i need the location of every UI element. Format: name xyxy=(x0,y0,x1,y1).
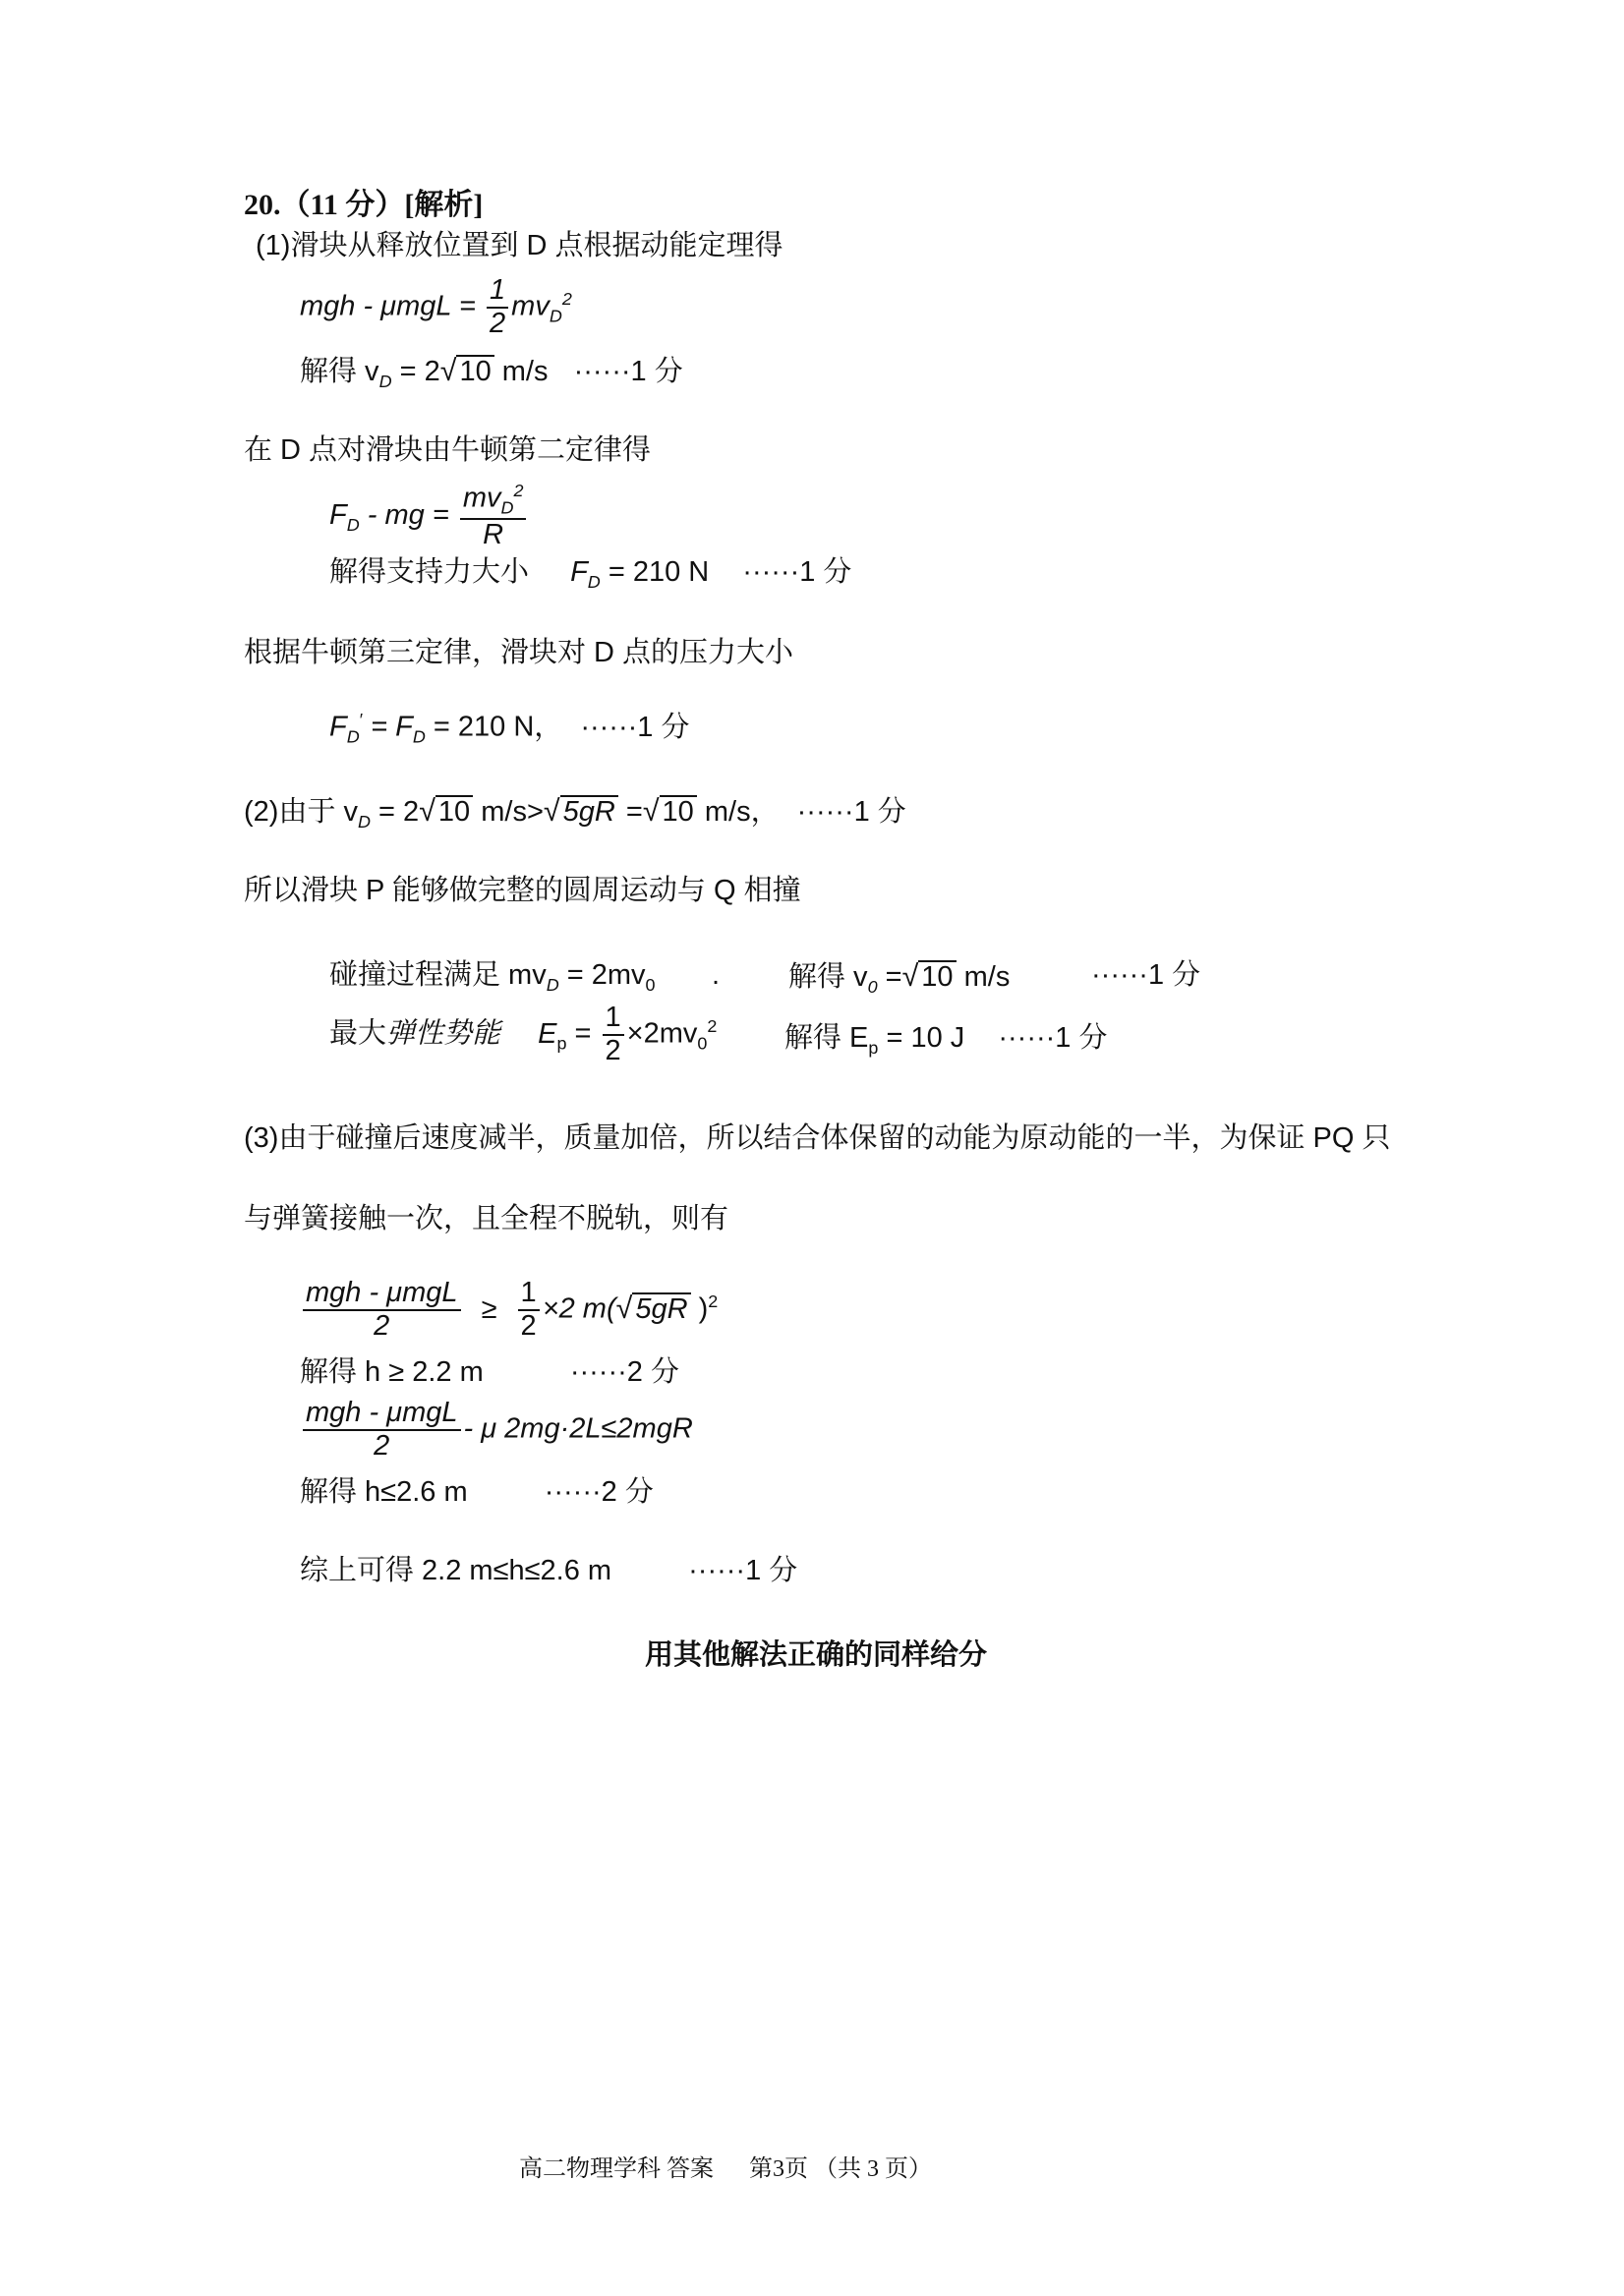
energy-equation: mgh - μmgL = $\frac{1}{2}$ $mv_D^2$ xyxy=(300,274,572,339)
pressure-result: $F_D' = F_D = 210$ N， ······1 分 xyxy=(329,710,690,747)
footer-subject: 高二物理学科 答案 xyxy=(519,2156,714,2182)
fraction-centripetal: $\frac{mv_D^2}{R}$ xyxy=(460,482,527,551)
score-mark: ······2 分 xyxy=(544,1476,654,1508)
question-heading xyxy=(244,189,483,223)
summary-range: 综上可得 2.2 m≤h≤2.6 m ······1 分 xyxy=(300,1555,798,1586)
alternative-solution-note: 用其他解法正确的同样给分 xyxy=(645,1639,988,1671)
fraction-half: $\frac{1}{2}$ xyxy=(518,1278,540,1343)
score-mark: ······1 分 xyxy=(742,556,852,588)
energy-eq-lhs: mgh - μmgL = xyxy=(300,290,476,322)
support-force-label: 解得支持力大小 xyxy=(329,556,530,588)
newton2-intro: 在 D 点对滑块由牛顿第二定律得 xyxy=(244,434,652,466)
score-mark: ······1 分 xyxy=(688,1555,798,1586)
footer-page: 第3页 （共 3 页） xyxy=(749,2156,932,2182)
score-mark: ······1 分 xyxy=(580,711,690,743)
fraction-energy: $\frac{\text{mgh - μmgL}}{2}$ xyxy=(303,1278,461,1343)
score-mark: ······1 分 xyxy=(998,1022,1108,1054)
score-mark: ······2 分 xyxy=(569,1356,679,1388)
collision-dot: . xyxy=(712,959,721,991)
part2-conclusion: 所以滑块 P 能够做完整的圆周运动与 Q 相撞 xyxy=(244,875,801,906)
collision-solution: 解得 $v_0$ =√ 10 m/s xyxy=(788,959,1011,997)
solution-h-max: 解得 h≤2.6 m ······2 分 xyxy=(300,1476,654,1508)
inequality-1: $\frac{\text{mgh - μmgL}}{2}$ ≥ $\frac{1}{2}$ ×2 m(√ 5gR )$^2$ xyxy=(300,1278,718,1343)
solution-h-min: 解得 h ≥ 2.2 m ······2 分 xyxy=(300,1356,679,1388)
fraction-energy: $\frac{\text{mgh - μmgL}}{2}$ xyxy=(303,1398,461,1463)
collision-equation: 碰撞过程满足 $mv_D = 2mv_0$ xyxy=(329,959,656,995)
velocity-solution: 解得 $v_D = 2√$ 10 m/s ······1 分 xyxy=(300,354,683,391)
score-mark: ······1 分 xyxy=(796,796,906,828)
force-equation: $F_D$ - mg = $\frac{mv_D^2}{R}$ xyxy=(329,482,529,551)
fraction-half: $\frac{1}{2}$ xyxy=(487,275,508,340)
elastic-energy-equation: 最大弹性势能 $E_p$ = $\frac{1}{2}$ $\times 2mv_0^2$ xyxy=(329,1002,718,1066)
energy-eq-rhs: mv xyxy=(511,290,550,322)
score-mark: ······1 分 xyxy=(1091,959,1201,991)
part1-intro: (1)滑块从释放位置到 D 点根据动能定理得 xyxy=(256,230,783,261)
question-tag: [解析] xyxy=(404,189,484,221)
elastic-energy-solution: 解得 $E_p = 10$ J ······1 分 xyxy=(784,1022,1108,1058)
newton3-intro: 根据牛顿第三定律，滑块对 D 点的压力大小 xyxy=(244,637,794,668)
vd-label: 解得 v xyxy=(300,356,379,387)
fraction-half: $\frac{1}{2}$ xyxy=(603,1003,624,1067)
inequality-2: $\frac{\text{mgh - μmgL}}{2}$ - μ 2mg·2L≤2mgR xyxy=(300,1398,693,1463)
part2-condition: (2)由于 $v_D = 2√$ 10 m/s>√ 5gR =√ 10 m/s， ······1 分 xyxy=(244,794,906,832)
question-number: 20.（11 分） xyxy=(244,189,405,221)
part3-line2: 与弹簧接触一次，且全程不脱轨，则有 xyxy=(244,1203,729,1234)
sqrt-value: 10 xyxy=(456,355,493,388)
part3-line1: (3)由于碰撞后速度减半，质量加倍，所以结合体保留的动能为原动能的一半，为保证 PQ 只 xyxy=(244,1122,1391,1154)
score-mark: ······1 分 xyxy=(573,356,683,387)
page-footer xyxy=(519,2156,932,2184)
support-force-result: 解得支持力大小 $F_D = 210$ N ······1 分 xyxy=(329,556,852,592)
